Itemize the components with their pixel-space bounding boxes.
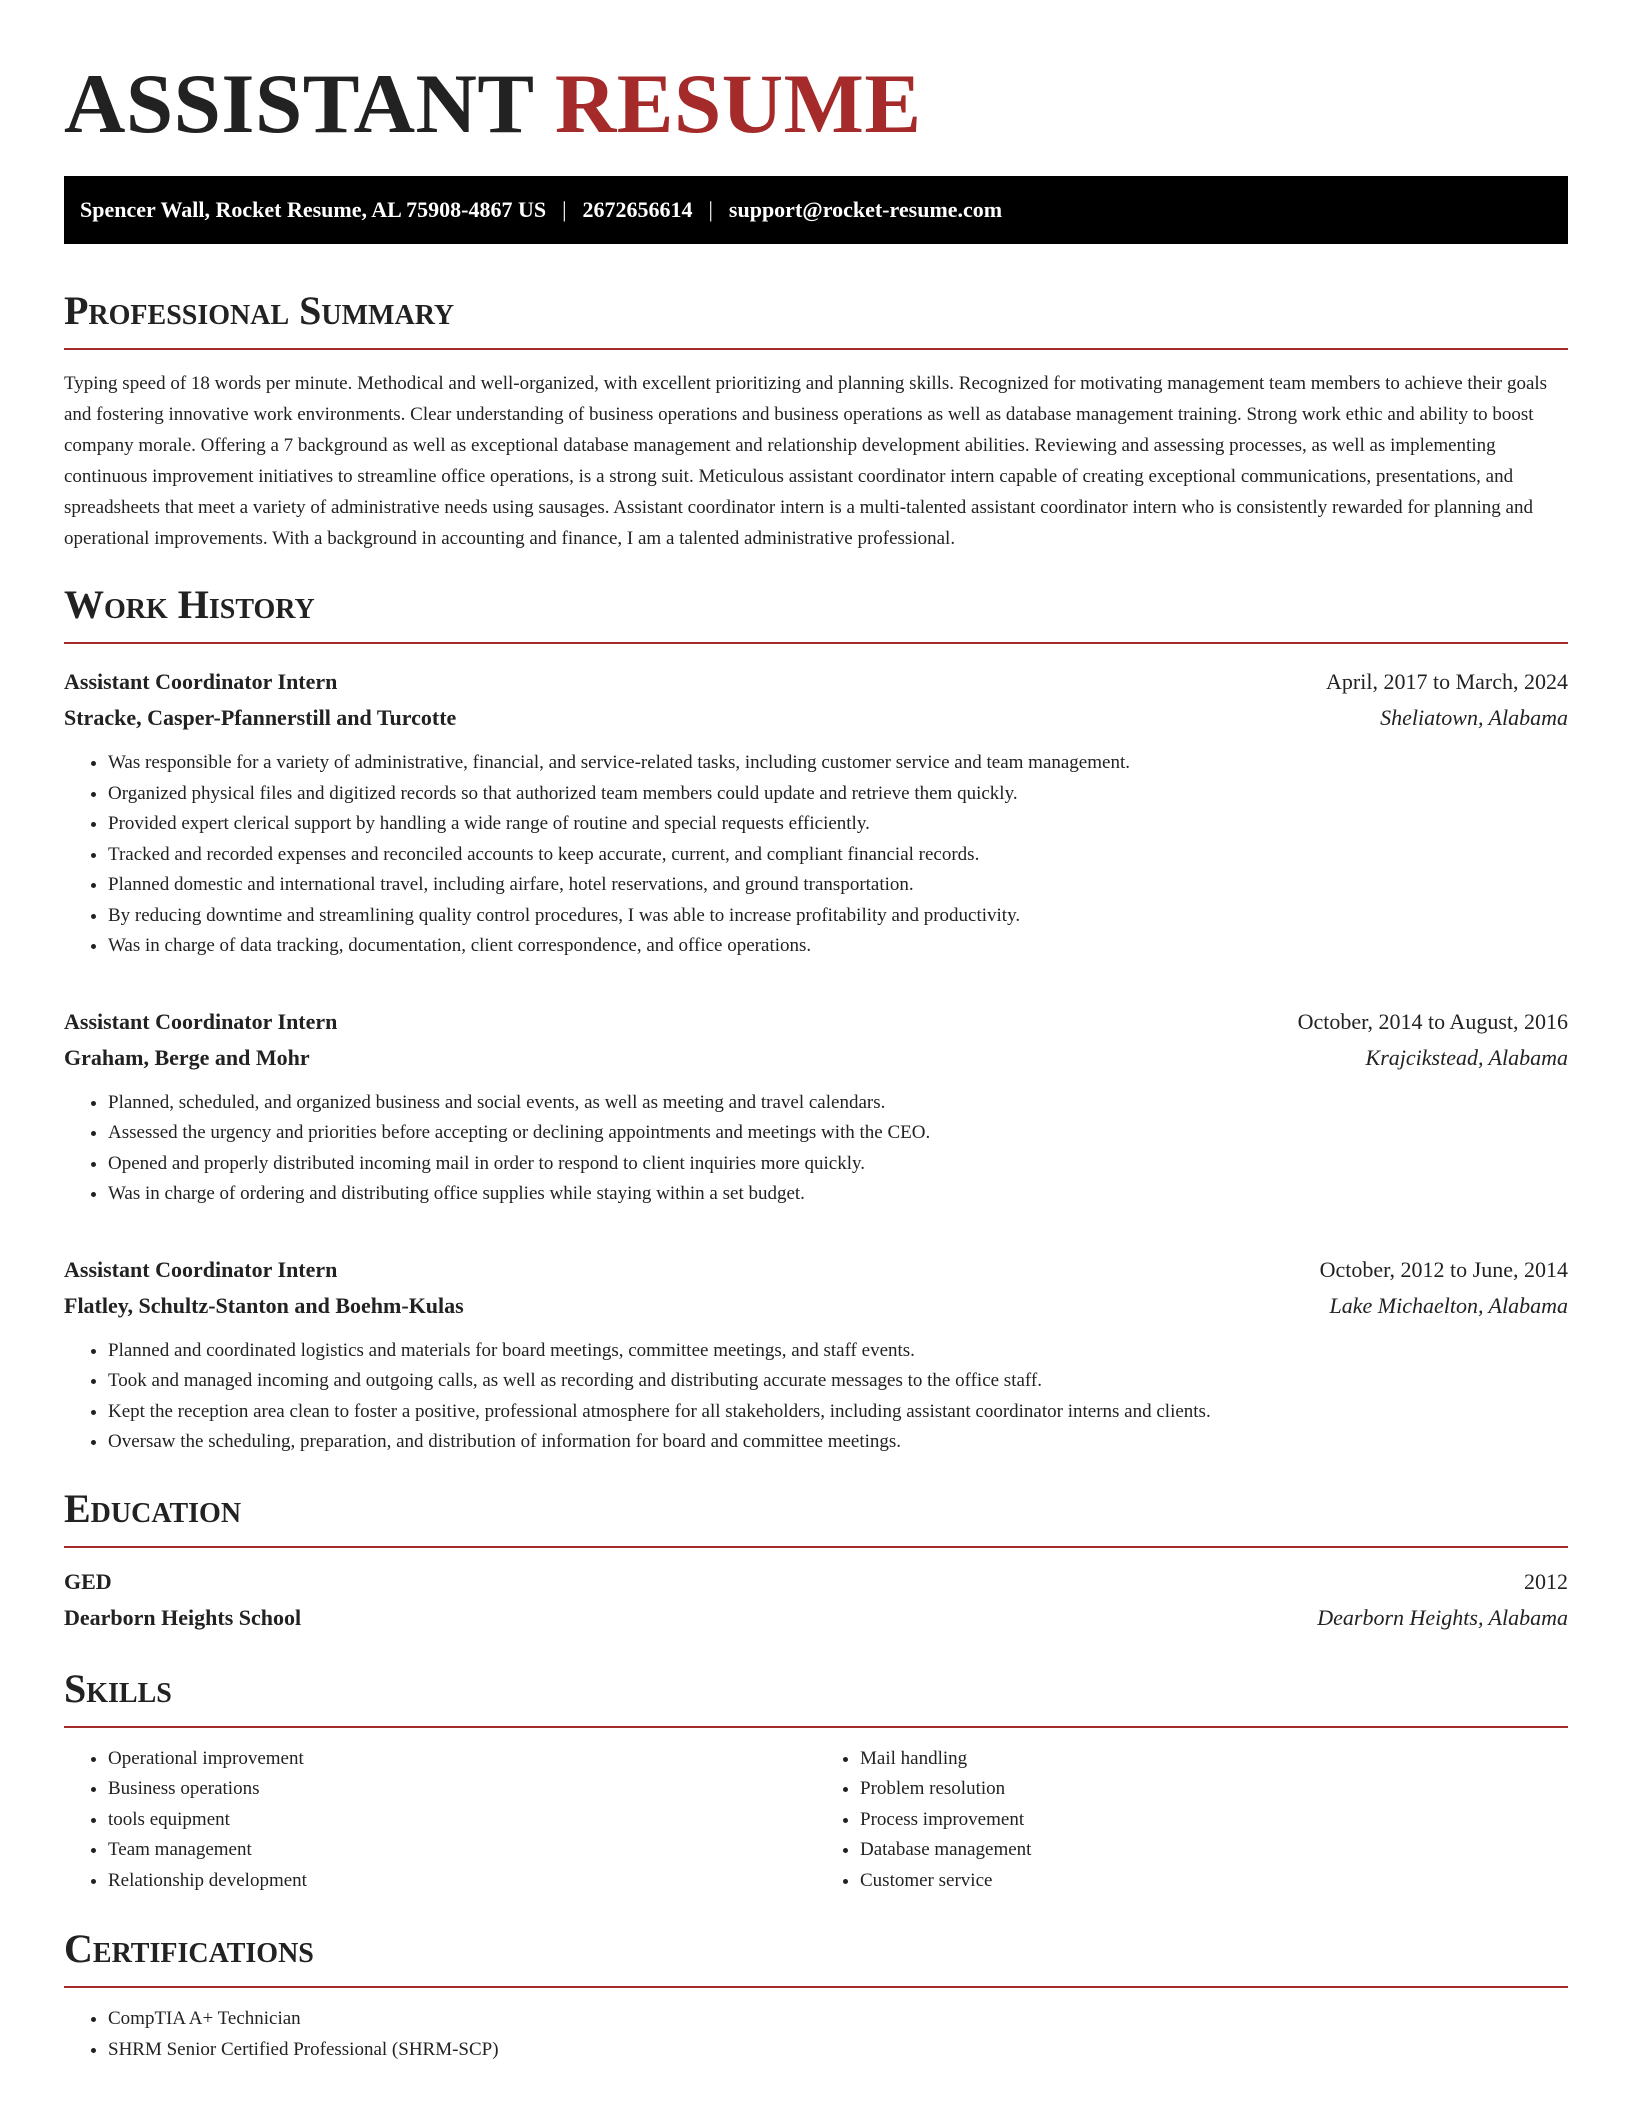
- skill-item: • Problem resolution: [860, 1774, 1568, 1805]
- summary-heading: Professional Summary: [64, 288, 1568, 350]
- contact-separator: |: [562, 197, 567, 222]
- job-bullet: • Planned and coordinated logistics and materials for board meetings, committee meetings, and staff events.: [108, 1336, 1568, 1367]
- resume-title: [64, 56, 1568, 152]
- skill-item: • Process improvement: [860, 1805, 1568, 1836]
- skill-item: • Customer service: [860, 1866, 1568, 1897]
- skills-columns: [64, 1744, 1568, 1897]
- job-bullet: • Was responsible for a variety of administrative, financial, and service-related tasks, including customer service and team management.: [108, 748, 1568, 779]
- job-dates: October, 2014 to August, 2016: [1297, 1008, 1568, 1034]
- contact-address: Spencer Wall, Rocket Resume, AL 75908-4867 US: [80, 197, 547, 222]
- job-bullet: • Assessed the urgency and priorities before accepting or declining appointments and meetings with the CEO.: [108, 1118, 1568, 1149]
- summary-section: [64, 288, 1568, 554]
- job-location: Sheliatown, Alabama: [1380, 705, 1568, 730]
- skill-item: • Team management: [108, 1835, 816, 1866]
- job-title: Assistant Coordinator Intern: [64, 669, 338, 694]
- education-school: Dearborn Heights School: [64, 1604, 302, 1630]
- job-bullet: • Oversaw the scheduling, preparation, and distribution of information for board and committee meetings.: [108, 1427, 1568, 1458]
- job-bullet: • Planned, scheduled, and organized business and social events, as well as meeting and travel calendars.: [108, 1088, 1568, 1119]
- education-heading: Education: [64, 1486, 1568, 1548]
- work-history-heading: Work History: [64, 582, 1568, 644]
- job-bullet: • Tracked and recorded expenses and reconciled accounts to keep accurate, current, and compliant financial records.: [108, 840, 1568, 871]
- job-entry: [64, 1252, 1568, 1458]
- job-bullet: • Took and managed incoming and outgoing calls, as well as recording and distributing accurate messages to the office staff.: [108, 1366, 1568, 1397]
- job-entry: [64, 664, 1568, 962]
- job-company: Graham, Berge and Mohr: [64, 1044, 310, 1070]
- skill-item: • Relationship development: [108, 1866, 816, 1897]
- job-bullet: • Provided expert clerical support by handling a wide range of routine and special requests efficiently.: [108, 809, 1568, 840]
- contact-separator: |: [708, 197, 713, 222]
- skill-item: • Business operations: [108, 1774, 816, 1805]
- skills-heading: Skills: [64, 1666, 1568, 1728]
- job-dates: April, 2017 to March, 2024: [1326, 669, 1568, 694]
- skill-item: • Database management: [860, 1835, 1568, 1866]
- job-company: Flatley, Schultz-Stanton and Boehm-Kulas: [64, 1292, 464, 1318]
- education-year: 2012: [1524, 1568, 1568, 1594]
- education-location: Dearborn Heights, Alabama: [1317, 1604, 1568, 1630]
- job-bullet: • Was in charge of data tracking, documentation, client correspondence, and office operations.: [108, 931, 1568, 962]
- certifications-list: [64, 2004, 1568, 2065]
- contact-email: support@rocket-resume.com: [728, 197, 1003, 222]
- job-bullets: [64, 1336, 1568, 1458]
- skill-item: • Operational improvement: [108, 1744, 816, 1775]
- skill-item: • Mail handling: [860, 1744, 1568, 1775]
- job-bullet: • Opened and properly distributed incoming mail in order to respond to client inquiries more quickly.: [108, 1149, 1568, 1180]
- title-part-1: ASSISTANT: [64, 57, 534, 151]
- certification-item: • SHRM Senior Certified Professional (SHRM-SCP): [108, 2035, 1568, 2066]
- job-bullet: • Planned domestic and international travel, including airfare, hotel reservations, and ground transportation.: [108, 870, 1568, 901]
- education-section: [64, 1486, 1568, 1636]
- certification-item: • CompTIA A+ Technician: [108, 2004, 1568, 2035]
- job-bullet: • Kept the reception area clean to foster a positive, professional atmosphere for all stakeholders, including assistant coordinator interns and clients.: [108, 1397, 1568, 1428]
- job-location: Krajcikstead, Alabama: [1365, 1044, 1568, 1070]
- skills-section: [64, 1666, 1568, 1897]
- job-bullets: [64, 748, 1568, 962]
- job-title: Assistant Coordinator Intern: [64, 1256, 338, 1282]
- work-history-section: [64, 582, 1568, 1458]
- job-bullet: • Was in charge of ordering and distributing office supplies while staying within a set budget.: [108, 1179, 1568, 1210]
- job-bullets: [64, 1088, 1568, 1210]
- job-location: Lake Michaelton, Alabama: [1329, 1292, 1568, 1318]
- job-bullet: • Organized physical files and digitized records so that authorized team members could update and retrieve them quickly.: [108, 779, 1568, 810]
- skills-column-1: [64, 1744, 816, 1897]
- title-part-2: RESUME: [554, 57, 922, 151]
- education-degree: GED: [64, 1568, 112, 1594]
- certifications-section: [64, 1926, 1568, 2065]
- skills-column-2: [816, 1744, 1568, 1897]
- certifications-heading: Certifications: [64, 1926, 1568, 1988]
- summary-text: Typing speed of 18 words per minute. Methodical and well-organized, with excellent prioritizing and planning skills. Recognized for motivating management team members to achieve their goals and fostering innovative work environments. Clear understanding of business operations and business operations as well as database management training. Strong work ethic and ability to boost company morale. Offering a 7 background as well as exceptional database management and relationship development abilities. Reviewing and assessing processes, as well as implementing continuous improvement initiatives to streamline office operations, is a strong suit. Meticulous assistant coordinator intern capable of creating exceptional communications, presentations, and spreadsheets that meet a variety of administrative needs using sausages. Assistant coordinator intern is a multi-talented assistant coordinator intern who is consistently rewarded for planning and operational improvements. With a background in accounting and finance, I am a talented administrative professional.: [64, 373, 1548, 549]
- job-title: Assistant Coordinator Intern: [64, 1008, 338, 1034]
- job-entry: [64, 1004, 1568, 1210]
- education-entry: [64, 1564, 1568, 1636]
- job-company: Stracke, Casper-Pfannerstill and Turcotte: [64, 705, 457, 730]
- skill-item: • tools equipment: [108, 1805, 816, 1836]
- job-bullet: • By reducing downtime and streamlining quality control procedures, I was able to increase profitability and productivity.: [108, 901, 1568, 932]
- contact-phone: 2672656614: [582, 197, 693, 222]
- job-dates: October, 2012 to June, 2014: [1319, 1256, 1568, 1282]
- contact-bar: [64, 176, 1568, 244]
